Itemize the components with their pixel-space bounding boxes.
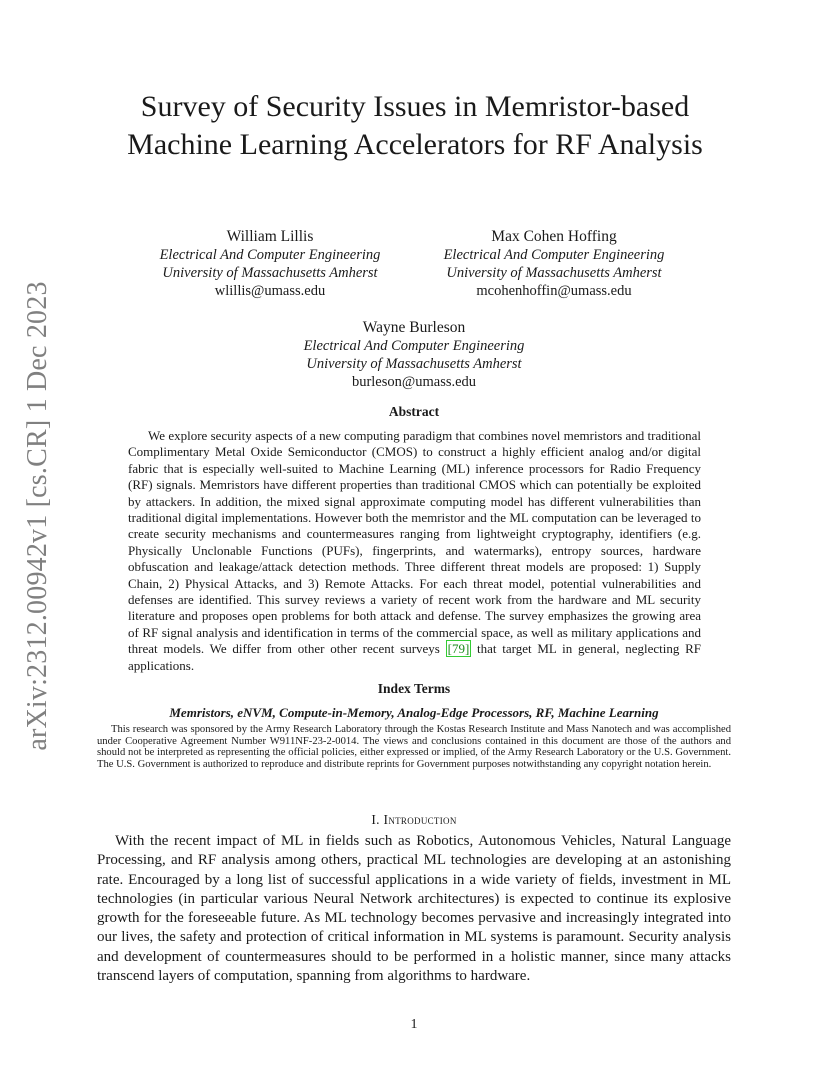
author-department: Electrical And Computer Engineering — [159, 247, 381, 263]
author-department: Electrical And Computer Engineering — [443, 247, 665, 263]
abstract-heading: Abstract — [388, 404, 440, 419]
author-email: burleson@umass.edu — [351, 374, 477, 390]
abstract-text — [128, 428, 701, 674]
index-terms-text: Memristors, eNVM, Compute-in-Memory, Analog-Edge Processors, RF, Machine Learning — [169, 705, 659, 720]
funding-note: This research was sponsored by the Army Research Laboratory through the Kostas Research Institute and Mass Nanotech and was accomplished under Cooperative Agreement Number W911NF-23-2-0014. The views and conclusions contained in this document are those of the authors and should not be interpreted as representing the official policies, either expressed or implied, of the Army Research Laboratory or the U.S. Government. The U.S. Government is authorized to reproduce and distribute reprints for Government purposes notwithstanding any copyright notation herein. — [97, 724, 731, 770]
intro-paragraph: With the recent impact of ML in fields such as Robotics, Autonomous Vehicles, Natural Language Processing, and RF analysis among others, practical ML technologies are developing at an astonishing rate. Encouraged by a long list of successful applications in a wide variety of fields, investment in ML technologies (in particular various Neural Network architectures) is expected to continue its explosive growth for the foreseeable future. As ML technology becomes pervasive and increasingly integrated into our lives, the safety and protection of critical information in ML systems is paramount. Security analysis and development of countermeasures should to be performed in a holistic manner, since many attacks transcend layers of computation, spanning from algorithms to hardware. — [97, 833, 731, 985]
author-email: mcohenhoffin@umass.edu — [476, 283, 632, 299]
citation-link[interactable]: [79] — [447, 641, 470, 657]
author-name: Max Cohen Hoffing — [491, 228, 617, 245]
author-university: University of Massachusetts Amherst — [446, 265, 662, 281]
author-university: University of Massachusetts Amherst — [306, 356, 522, 372]
author-name: William Lillis — [226, 228, 314, 245]
section-number: I. — [371, 812, 380, 827]
section-heading — [0, 812, 828, 828]
author-department: Electrical And Computer Engineering — [303, 338, 525, 354]
author-university: University of Massachusetts Amherst — [162, 265, 378, 281]
abstract-text-part: We explore security aspects of a new computing paradigm that combines novel memristors and traditional Complimentary Metal Oxide Semiconductor (CMOS) to construct a highly efficient analog and/or digital fabric that is especially well-suited to Machine Learning (ML) inference processors for Radio Frequency (RF) signals. Memristors have different properties than traditional CMOS which can potentially be exploited by attackers. In addition, the mixed signal approximate computing model has different vulnerabilities than traditional digital implementations. However both the memristor and the ML computation can be leveraged to create security mechanisms and countermeasures ranging from lightweight cryptography, identifiers (e.g. Physically Unclonable Functions (PUFs), fingerprints, and watermarks), entropy sources, hardware obfuscation and leakage/attack detection methods. Three different threat models are proposed: 1) Supply Chain, 2) Physical Attacks, and 3) Remote Attacks. For each threat model, potential vulnerabilities and defenses are identified. This survey reviews a variety of recent work from the hardware and ML security literature and proposes open problems for both attack and defense. The survey emphasizes the growing area of RF signal analysis and identification in terms of the commercial space, as well as military applications and threat models. We differ from other other recent surveys — [128, 428, 701, 657]
page-number: 1 — [410, 1017, 418, 1032]
index-terms-heading: Index Terms — [377, 681, 451, 696]
section-title: Introduction — [383, 812, 457, 827]
author-block — [140, 228, 400, 300]
paper-title: Survey of Security Issues in Memristor-based Machine Learning Accelerators for RF Analysis — [127, 90, 703, 161]
author-block — [284, 319, 544, 391]
author-name: Wayne Burleson — [362, 319, 466, 336]
abstract-text-part: that target ML in general, neglecting RF applications. — [128, 641, 701, 673]
author-block — [424, 228, 684, 300]
author-email: wlillis@umass.edu — [214, 283, 326, 299]
arxiv-identifier-text: arXiv:2312.00942v1 [cs.CR] 1 Dec 2023 — [22, 281, 53, 751]
